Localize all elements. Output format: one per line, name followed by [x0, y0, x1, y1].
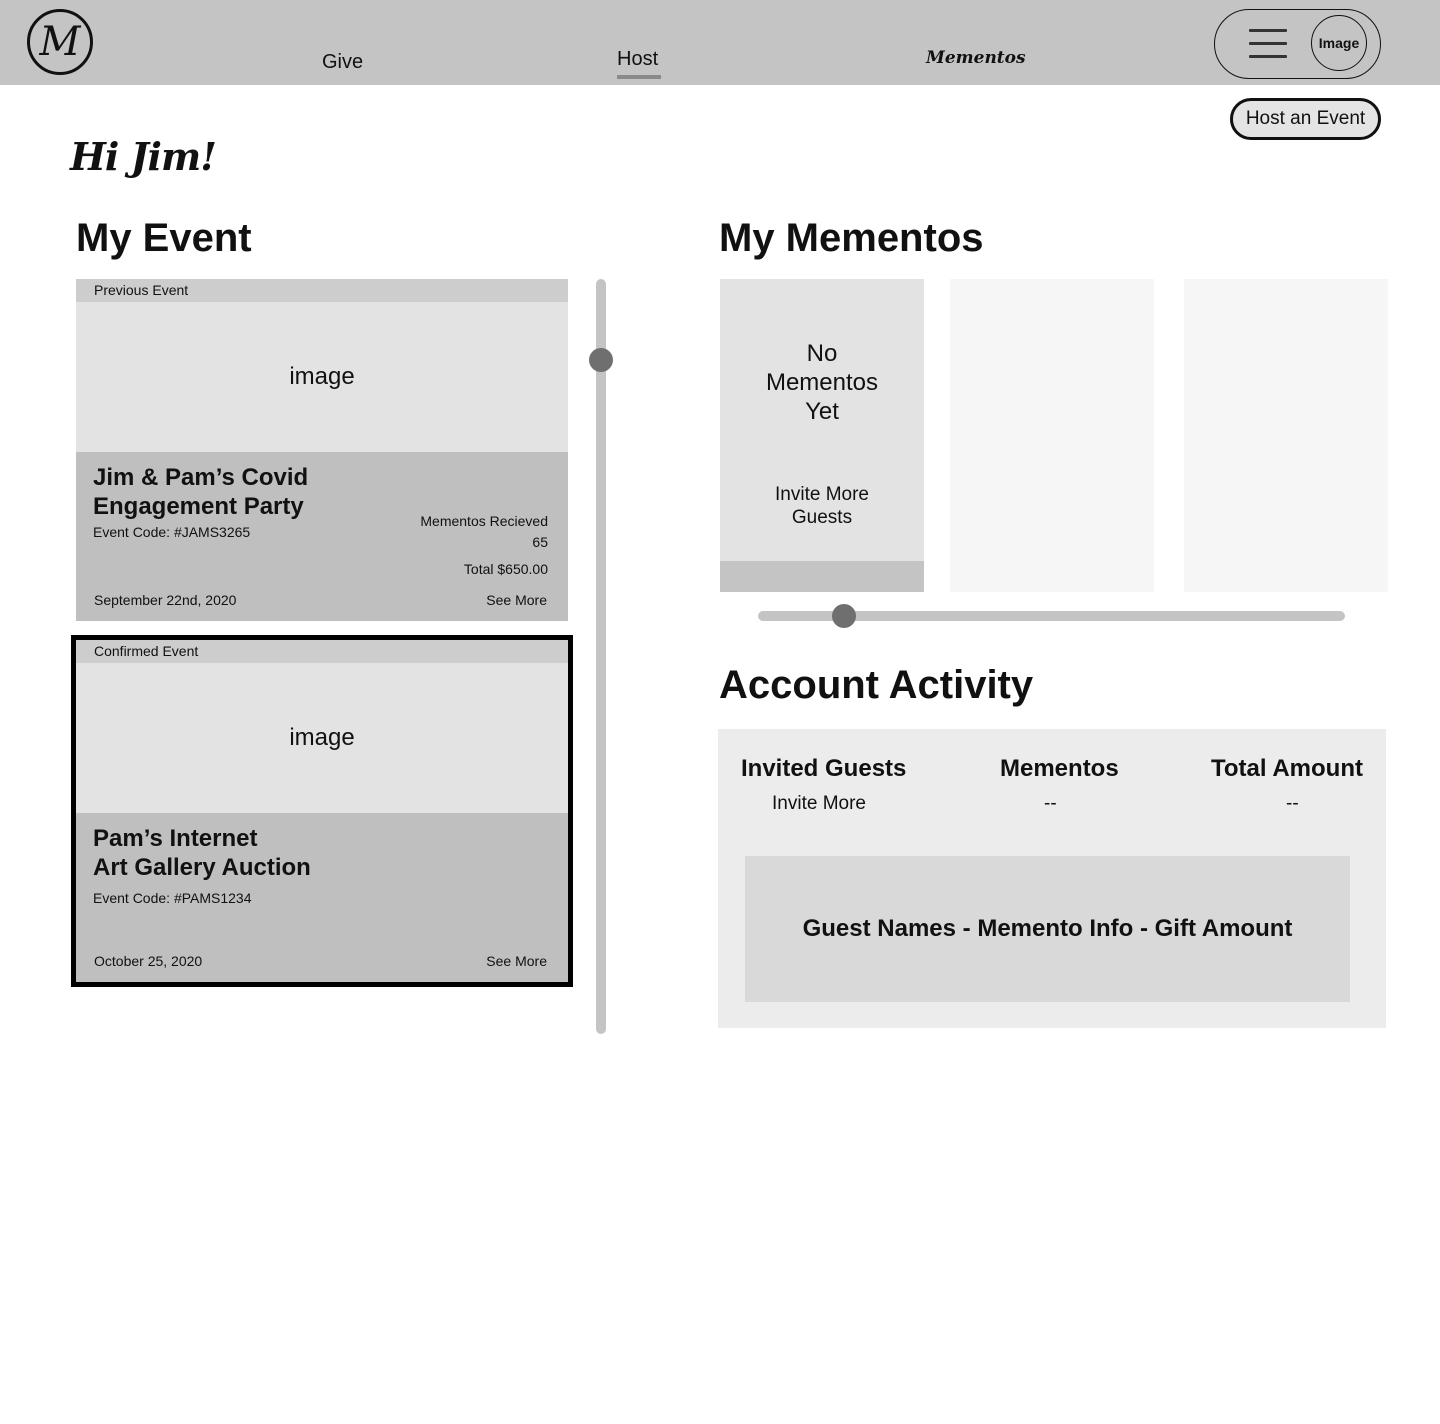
host-an-event-button[interactable]: Host an Event — [1230, 98, 1381, 140]
my-event-title: My Event — [76, 216, 252, 260]
invite-line2: Guests — [791, 507, 853, 528]
memento-placeholder-tile — [1184, 279, 1388, 592]
no-mementos-line2: Mementos — [765, 369, 879, 396]
event-title-line1: Pam’s Internet — [93, 825, 258, 852]
no-mementos-line1: No — [806, 340, 838, 367]
mementos-header: Mementos — [1000, 755, 1119, 782]
mementos-received-label: Mementos Recieved — [420, 513, 548, 529]
logo-letter: M — [39, 19, 81, 65]
user-menu[interactable] — [1214, 9, 1381, 79]
event-total: Total $650.00 — [463, 561, 548, 577]
account-activity-title: Account Activity — [719, 663, 1034, 707]
event-title-line2: Art Gallery Auction — [93, 854, 311, 881]
memento-tile-footer — [720, 561, 924, 592]
nav-give-link[interactable]: Give — [322, 51, 364, 73]
hamburger-menu-icon[interactable] — [1249, 29, 1287, 59]
mementos-received-count: 65 — [532, 534, 548, 550]
total-amount-header: Total Amount — [1211, 755, 1363, 782]
event-status-label: Previous Event — [76, 279, 568, 302]
event-card-previous[interactable] — [76, 279, 568, 621]
avatar[interactable]: Image — [1311, 15, 1367, 71]
event-title-line1: Jim & Pam’s Covid — [93, 464, 309, 491]
invite-more-link[interactable]: Invite More — [772, 793, 866, 814]
event-image-placeholder: image — [76, 302, 568, 452]
mementos-value: -- — [1044, 793, 1057, 814]
memento-empty-tile — [720, 279, 924, 592]
event-date: October 25, 2020 — [94, 953, 203, 969]
active-tab-indicator — [617, 75, 661, 79]
memento-placeholder-tile — [950, 279, 1154, 592]
account-activity-panel — [718, 729, 1386, 1028]
invite-more-guests-link[interactable] — [720, 483, 924, 529]
no-mementos-line3: Yet — [805, 398, 839, 425]
top-navigation-bar — [0, 0, 1440, 85]
logo[interactable] — [27, 9, 93, 75]
event-title-line2: Engagement Party — [93, 493, 304, 520]
guest-list-box: Guest Names - Memento Info - Gift Amount — [745, 856, 1350, 1002]
nav-mementos-link[interactable]: Mementos — [926, 48, 1026, 68]
mementos-scrollbar-thumb[interactable] — [832, 604, 856, 628]
event-code: Event Code: #PAMS1234 — [93, 890, 252, 906]
no-mementos-message — [720, 339, 924, 426]
my-mementos-title: My Mementos — [719, 216, 984, 260]
see-more-link[interactable]: See More — [486, 953, 547, 969]
event-image-placeholder: image — [76, 663, 568, 813]
event-title — [93, 463, 393, 521]
event-code: Event Code: #JAMS3265 — [93, 524, 251, 540]
total-amount-value: -- — [1286, 793, 1299, 814]
event-card-confirmed[interactable] — [76, 640, 568, 982]
greeting: Hi Jim! — [70, 134, 216, 179]
nav-host-link[interactable]: Host — [617, 48, 659, 70]
event-status-label: Confirmed Event — [76, 640, 568, 663]
see-more-link[interactable]: See More — [486, 592, 547, 608]
invite-line1: Invite More — [775, 484, 869, 505]
events-scrollbar-thumb[interactable] — [589, 348, 613, 372]
event-title — [93, 824, 393, 882]
invited-guests-header: Invited Guests — [741, 755, 907, 782]
mementos-received — [420, 511, 548, 553]
event-date: September 22nd, 2020 — [94, 592, 237, 608]
events-scrollbar-track[interactable] — [596, 279, 606, 1034]
